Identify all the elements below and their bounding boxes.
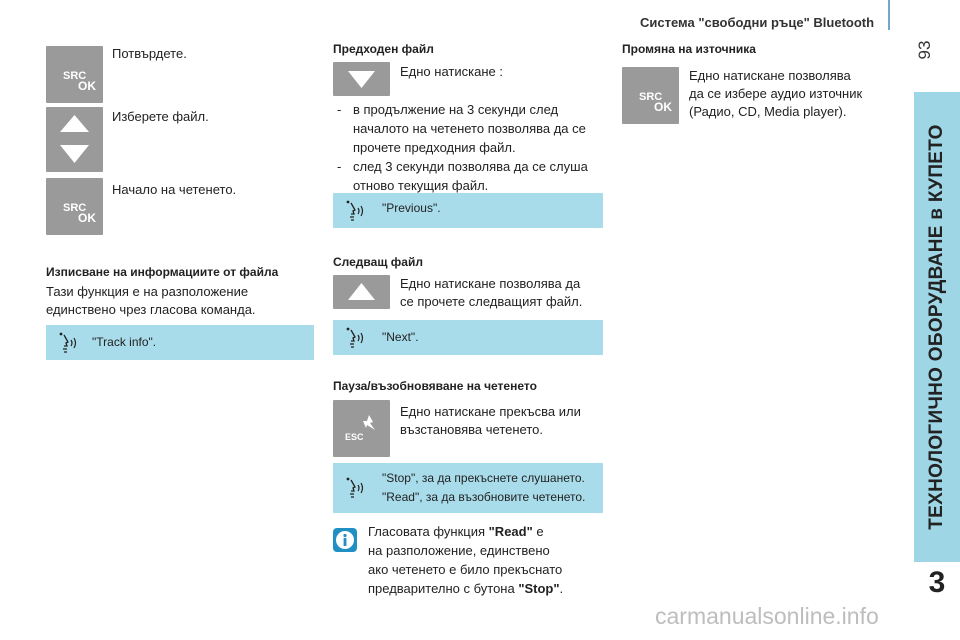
up-arrow-button: [333, 275, 390, 309]
src-label: SRC: [63, 70, 87, 82]
note-line4: [368, 579, 608, 598]
bullet1-line3: прочете предходния файл.: [353, 140, 516, 155]
source-line3: (Радио, CD, Media player).: [689, 104, 847, 119]
pause-line2: възстановява четенето.: [400, 422, 543, 437]
chapter-title: ТЕХНОЛОГИЧНО ОБОРУДВАНЕ в КУПЕТО: [926, 124, 947, 530]
esc-button: [333, 400, 390, 457]
voice-command-box-next: [333, 320, 603, 355]
previous-press-text: Едно натискане :: [400, 64, 503, 79]
note-line1-b: е: [532, 524, 544, 539]
start-reading-text: Начало на четенето.: [112, 182, 237, 197]
ok-label: OK: [78, 211, 96, 225]
voice-command-icon: [345, 476, 367, 500]
note-line2: на разположение, единствено: [368, 543, 550, 558]
up-down-button: [46, 107, 103, 172]
bullet-item-2: [337, 157, 627, 197]
src-ok-button-source: [622, 67, 679, 124]
pause-line1: Едно натискане прекъсва или: [400, 404, 581, 419]
source-line1: Едно натискане позволява: [689, 68, 851, 83]
voice-command-box-track: [46, 325, 314, 360]
ok-label: OK: [78, 79, 96, 93]
note-line3: ако четенето е било прекъснато: [368, 562, 563, 577]
confirm-text: Потвърдете.: [112, 46, 187, 61]
arrow-down-icon: [348, 71, 375, 88]
src-ok-button: [46, 46, 103, 103]
voice-stop: "Stop", за да прекъснете слушането.: [382, 471, 585, 485]
esc-label: ESC: [345, 432, 364, 442]
note-keyword-read: "Read": [488, 524, 533, 539]
note-line4-a: предварително с бутона: [368, 581, 519, 596]
page-number: 93: [915, 40, 934, 60]
note-line4-b: .: [559, 581, 564, 596]
voice-command-icon: [345, 199, 367, 223]
chapter-sidebar: [914, 92, 960, 562]
bullet-dash: -: [337, 159, 342, 174]
source-change-heading: Промяна на източника: [622, 42, 756, 56]
bullet1-line1: в продължение на 3 секунди след: [353, 102, 559, 117]
bullet2-line2: отново текущия файл.: [353, 178, 489, 193]
voice-command-icon: [345, 326, 367, 350]
voice-command-box-stop-read: [333, 463, 603, 513]
next-line2: се прочете следващият файл.: [400, 294, 583, 309]
note-line1: [368, 522, 608, 541]
note-line1-a: Гласовата функция: [368, 524, 489, 539]
voice-command-icon: [58, 331, 80, 355]
select-file-text: Изберете файл.: [112, 109, 209, 124]
voice-read: "Read", за да възобновите четенето.: [382, 490, 586, 504]
ok-label: OK: [654, 100, 672, 114]
src-label: SRC: [639, 91, 663, 103]
arrow-up-icon: [60, 115, 89, 132]
next-line1: Едно натискане позволява да: [400, 276, 581, 291]
voice-next: "Next".: [382, 330, 419, 344]
voice-command-box-previous: [333, 193, 603, 228]
pause-resume-heading: Пауза/възобновяване на четенето: [333, 379, 537, 393]
voice-track-info: "Track info".: [92, 335, 157, 349]
info-icon: [333, 528, 357, 552]
arrow-up-icon: [348, 283, 375, 300]
source-line2: да се избере аудио източник: [689, 86, 863, 101]
file-info-heading: Изписване на информациите от файла: [46, 265, 279, 279]
header-divider: [888, 0, 890, 30]
page-header-title: Система "свободни ръце" Bluetooth: [640, 15, 875, 30]
bullet-item-1: [337, 100, 627, 160]
arrow-down-icon: [60, 145, 89, 163]
voice-previous: "Previous".: [382, 201, 441, 215]
voice-note: [368, 522, 608, 598]
previous-file-heading: Предходен файл: [333, 42, 434, 56]
bullet-dash: -: [337, 102, 342, 117]
src-ok-button-start: [46, 178, 103, 235]
watermark: carmanualsonline.info: [655, 603, 879, 629]
next-file-heading: Следващ файл: [333, 255, 423, 269]
hand-icon: [363, 415, 375, 430]
down-arrow-button: [333, 62, 390, 96]
file-info-line2: единствено чрез гласова команда.: [46, 302, 256, 317]
file-info-line1: Тази функция е на разположение: [46, 284, 249, 299]
note-keyword-stop: "Stop": [518, 581, 560, 596]
src-label: SRC: [63, 202, 87, 214]
chapter-number: 3: [928, 566, 946, 599]
bullet2-line1: след 3 секунди позволява да се слуша: [353, 159, 588, 174]
bullet1-line2: началото на четенето позволява да се: [353, 121, 586, 136]
